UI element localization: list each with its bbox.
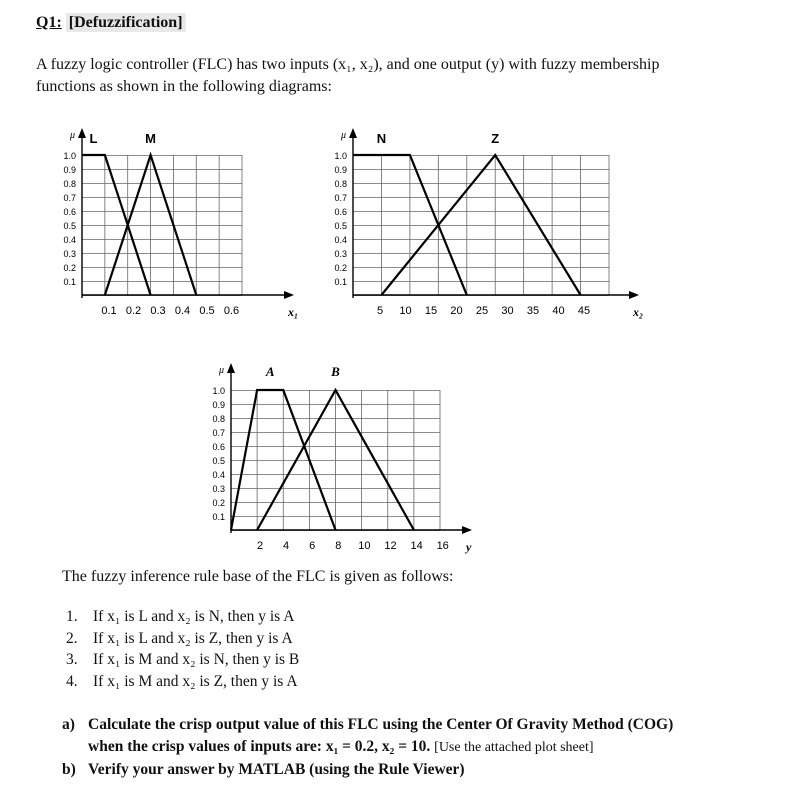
set-label-N: N: [376, 131, 387, 146]
rule-number: 2.: [66, 629, 78, 647]
y-tick-label: 0.8: [212, 414, 225, 424]
rule-text: If x₁ is L and x₂ is N, then y is A: [93, 608, 295, 625]
task-a: [62, 714, 782, 759]
task-label: a): [62, 716, 75, 733]
task-b-line-1: Verify your answer by MATLAB (using the Rule Viewer): [88, 761, 465, 778]
task-a-note: [Use the attached plot sheet]: [434, 740, 594, 755]
rule-item: [66, 649, 299, 671]
x-axis-arrow: [462, 526, 472, 534]
question-title: [36, 14, 186, 32]
y-tick-label: 1.0: [334, 151, 347, 161]
y-tick-label: 0.4: [63, 235, 76, 245]
set-label-Z: Z: [491, 131, 500, 146]
y-axis-arrow: [78, 128, 86, 138]
x-tick-label: 2: [256, 540, 264, 552]
membership-L: [82, 155, 151, 295]
y-tick-label: 0.6: [212, 442, 225, 452]
x-axis-label: y: [466, 540, 472, 554]
y-tick-label: 0.9: [212, 400, 225, 410]
membership-Z: [381, 155, 580, 295]
y-axis-arrow: [227, 363, 235, 373]
rule-item: [66, 606, 299, 628]
intro-paragraph: [36, 54, 766, 98]
x-tick-label: 40: [552, 305, 565, 317]
axis-mu-label: μ: [219, 365, 225, 376]
x-tick-label: 5: [376, 305, 384, 317]
axis-mu-label: μ: [341, 130, 347, 141]
axis-mu-label: μ: [70, 130, 76, 141]
set-label-A: A: [265, 364, 275, 379]
set-label-B: B: [331, 364, 340, 379]
y-tick-label: 0.3: [212, 484, 225, 494]
question-topic: [Defuzzification]: [66, 13, 186, 32]
x-tick-label: 10: [399, 305, 412, 317]
y-tick-label: 0.5: [212, 456, 225, 466]
x-tick-label: 10: [358, 540, 371, 552]
x-tick-label: 0.4: [174, 305, 191, 317]
y-tick-label: 0.8: [334, 179, 347, 189]
rule-number: 1.: [66, 608, 78, 625]
intro-line-1: A fuzzy logic controller (FLC) has two inputs (x₁, x₂), and one output (y) with fuzzy membership: [36, 56, 660, 73]
question-number: Q1:: [36, 14, 62, 31]
y-tick-label: 0.9: [334, 165, 347, 175]
y-tick-label: 0.4: [212, 470, 225, 480]
rule-text: If x₁ is M and x₂ is N, then y is B: [93, 651, 300, 668]
x-tick-label: 0.2: [125, 305, 142, 317]
rule-text: If x₁ is L and x₂ is Z, then y is A: [93, 629, 293, 647]
y-tick-label: 0.2: [63, 263, 76, 273]
x-tick-label: 8: [335, 540, 342, 552]
x-tick-label: 15: [424, 305, 438, 317]
task-list: [62, 714, 782, 781]
y-tick-label: 0.3: [63, 249, 76, 259]
rule-item: [66, 671, 299, 693]
rule-number: 4.: [66, 672, 78, 690]
x-tick-label: 4: [283, 540, 290, 552]
x-tick-label: 25: [475, 305, 489, 317]
intro-line-2: functions as shown in the following diagrams:: [36, 78, 332, 95]
y-tick-label: 0.1: [334, 277, 347, 287]
rule-number: 3.: [66, 651, 78, 668]
y-tick-label: 0.3: [334, 249, 347, 259]
y-tick-label: 0.6: [334, 207, 347, 217]
x-tick-label: 0.1: [101, 305, 117, 317]
set-label-L: L: [89, 131, 98, 146]
x-tick-label: 6: [309, 540, 316, 552]
y-tick-label: 0.2: [212, 498, 225, 508]
y-tick-label: 0.4: [334, 235, 347, 245]
set-label-M: M: [145, 131, 156, 146]
y-tick-label: 0.9: [63, 165, 76, 175]
y-tick-label: 0.2: [334, 263, 347, 273]
chart-y-membership: [185, 355, 485, 560]
x-axis-arrow: [284, 291, 294, 299]
task-label: b): [62, 761, 76, 778]
y-tick-label: 0.8: [63, 179, 76, 189]
y-axis-arrow: [349, 128, 357, 138]
y-tick-label: 0.7: [63, 193, 76, 203]
rule-list: [66, 606, 299, 692]
rule-base-intro: The fuzzy inference rule base of the FLC is given as follows:: [62, 568, 454, 585]
x-tick-label: 35: [526, 305, 540, 317]
x-axis-arrow: [629, 291, 639, 299]
x-tick-label: 0.5: [199, 305, 215, 317]
x-tick-label: 16: [436, 540, 449, 552]
x-tick-label: 20: [450, 305, 463, 317]
y-tick-label: 0.1: [63, 277, 76, 287]
x-tick-label: 12: [384, 540, 397, 552]
x-tick-label: 45: [577, 305, 591, 317]
rule-item: [66, 628, 299, 650]
x-tick-label: 14: [410, 540, 423, 552]
task-b: [62, 759, 782, 781]
task-a-line-1: Calculate the crisp output value of this FLC using the Center Of Gravity Method (COG): [88, 716, 674, 733]
y-tick-label: 1.0: [212, 386, 225, 396]
x-axis-label: x₁: [288, 305, 299, 319]
y-tick-label: 0.1: [212, 512, 225, 522]
y-tick-label: 0.5: [334, 221, 347, 231]
task-a-line-2: when the crisp values of inputs are: x₁ = 0.2, x₂ = 10.: [88, 738, 431, 755]
y-tick-label: 0.6: [63, 207, 76, 217]
y-tick-label: 0.7: [212, 428, 225, 438]
x-tick-label: 0.6: [223, 305, 240, 317]
x-tick-label: 30: [501, 305, 514, 317]
y-tick-label: 0.7: [334, 193, 347, 203]
x-tick-label: 0.3: [150, 305, 166, 317]
y-tick-label: 0.5: [63, 221, 76, 231]
rule-text: If x₁ is M and x₂ is Z, then y is A: [93, 672, 298, 690]
chart-x2-membership: [305, 120, 645, 330]
chart-x1-membership: [40, 120, 310, 330]
y-tick-label: 1.0: [63, 151, 76, 161]
x-axis-label: x₂: [633, 305, 644, 319]
